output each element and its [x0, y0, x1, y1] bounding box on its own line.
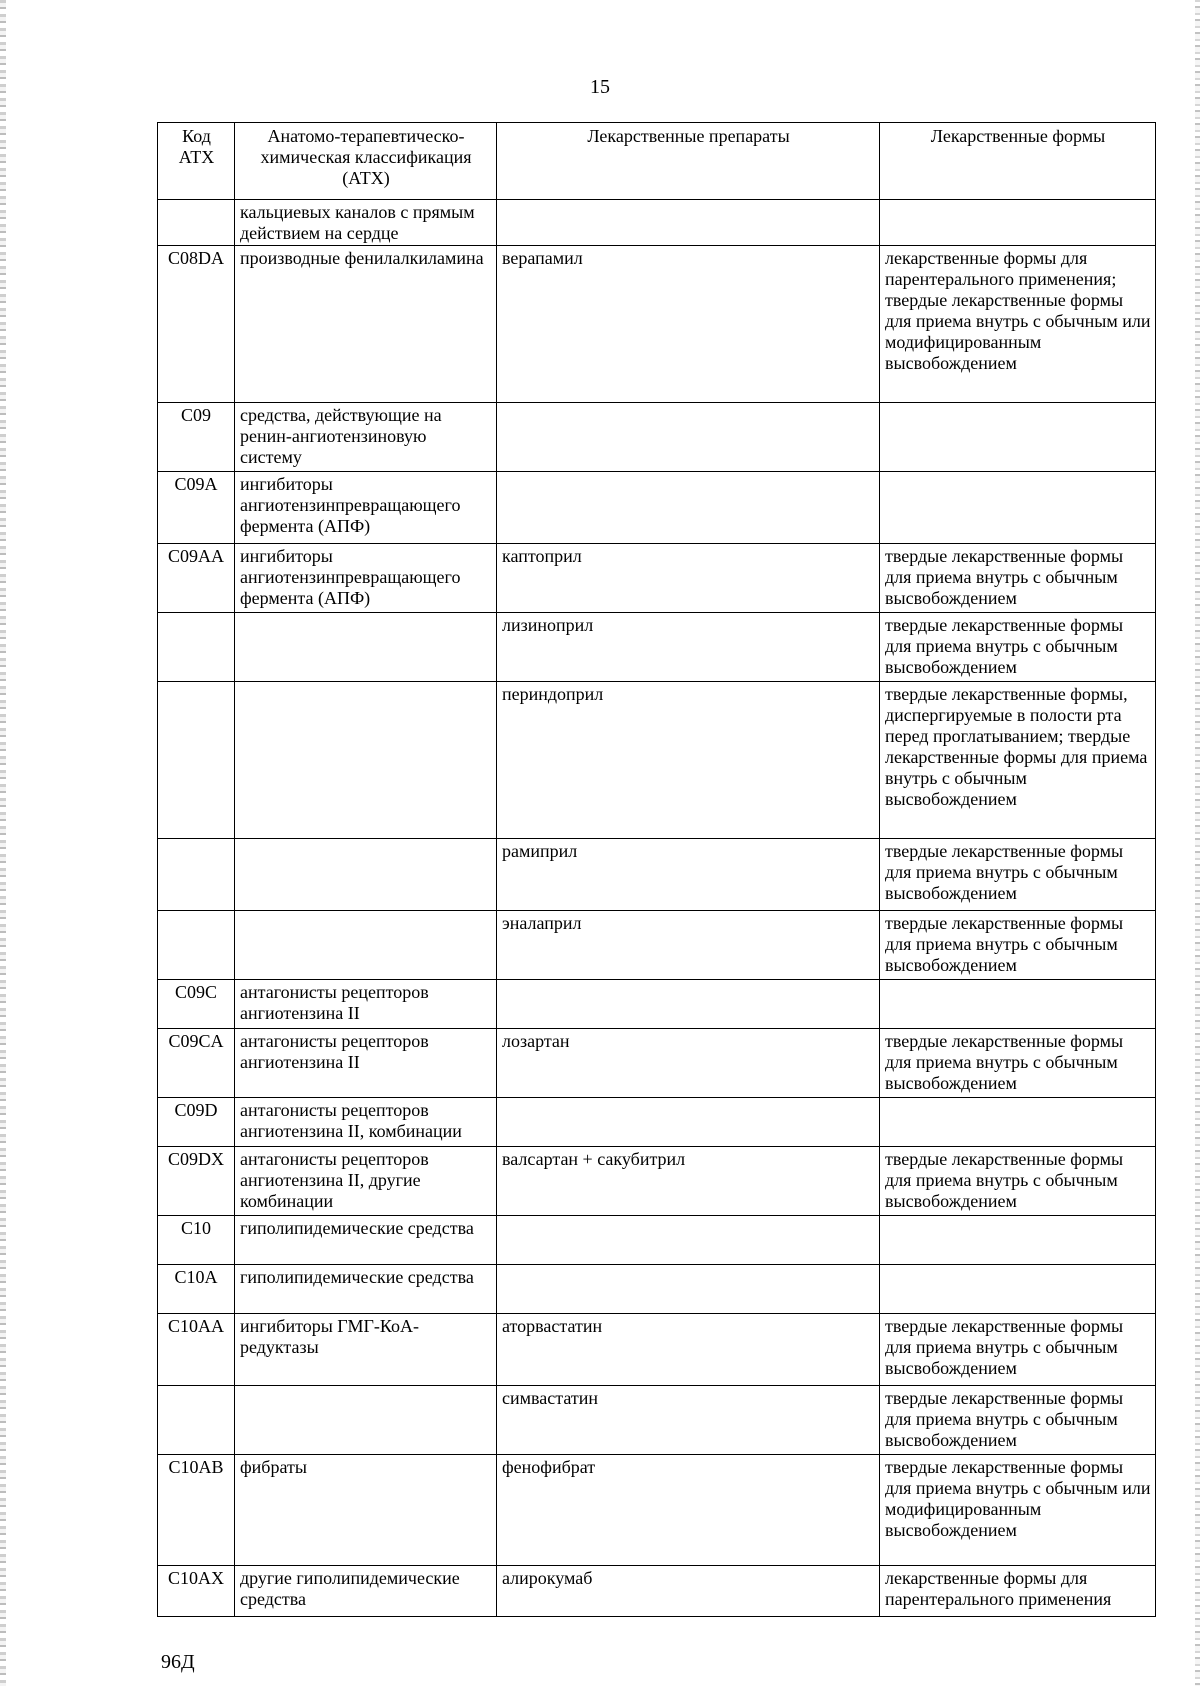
form-cell: твердые лекарственные формы, диспергируемые в полости рта перед проглатыванием; твердые лекарственные формы для приема внутрь с обычным высвобождением [880, 682, 1156, 839]
form-cell: твердые лекарственные формы для приема внутрь с обычным высвобождением [880, 1029, 1156, 1098]
classification-cell: средства, действующие на ренин-ангиотензиновую систему [235, 403, 497, 472]
atc-code-cell [158, 200, 235, 246]
scan-edge-left [0, 0, 6, 1686]
atc-code-cell: C10AB [158, 1455, 235, 1566]
drug-cell: аторвастатин [497, 1314, 880, 1386]
form-cell: твердые лекарственные формы для приема внутрь с обычным высвобождением [880, 911, 1156, 980]
classification-cell: ингибиторы ГМГ-КоА-редуктазы [235, 1314, 497, 1386]
table-row [158, 1265, 1156, 1314]
table-row [158, 1566, 1156, 1617]
form-cell: твердые лекарственные формы для приема внутрь с обычным высвобождением [880, 839, 1156, 911]
table-row [158, 1314, 1156, 1386]
atc-code-cell [158, 682, 235, 839]
classification-cell: ингибиторы ангиотензинпревращающего фермента (АПФ) [235, 472, 497, 544]
drug-cell [497, 403, 880, 472]
form-cell [880, 1265, 1156, 1314]
drug-cell [497, 1265, 880, 1314]
classification-cell [235, 613, 497, 682]
drug-cell: каптоприл [497, 544, 880, 613]
form-cell [880, 980, 1156, 1029]
drug-cell: верапамил [497, 246, 880, 403]
atc-code-cell: C10AA [158, 1314, 235, 1386]
form-cell: твердые лекарственные формы для приема внутрь с обычным высвобождением [880, 1386, 1156, 1455]
drug-cell [497, 980, 880, 1029]
table-row [158, 911, 1156, 980]
header-classification: Анатомо-терапевтическо-химическая классификация (АТХ) [235, 123, 497, 200]
atc-code-cell [158, 839, 235, 911]
table-row [158, 246, 1156, 403]
table-row [158, 472, 1156, 544]
form-cell [880, 472, 1156, 544]
atc-code-cell: C09D [158, 1098, 235, 1147]
page-number: 15 [590, 76, 610, 98]
form-cell: лекарственные формы для парентерального применения [880, 1566, 1156, 1617]
classification-cell [235, 1386, 497, 1455]
table-row [158, 1029, 1156, 1098]
drug-cell: периндоприл [497, 682, 880, 839]
atc-code-cell: C10A [158, 1265, 235, 1314]
footer-code: 96Д [161, 1651, 195, 1673]
form-cell [880, 403, 1156, 472]
table-row [158, 1216, 1156, 1265]
table-row [158, 403, 1156, 472]
drug-cell: лизиноприл [497, 613, 880, 682]
classification-cell: гиполипидемические средства [235, 1216, 497, 1265]
table-row [158, 839, 1156, 911]
classification-cell [235, 911, 497, 980]
table-row [158, 1386, 1156, 1455]
drug-cell [497, 1098, 880, 1147]
atc-code-cell: C09CA [158, 1029, 235, 1098]
header-drugs: Лекарственные препараты [497, 123, 880, 200]
table-row [158, 200, 1156, 246]
header-code: Код АТХ [158, 123, 235, 200]
atc-code-cell [158, 613, 235, 682]
form-cell [880, 1216, 1156, 1265]
table-row [158, 1455, 1156, 1566]
atc-code-cell: C09 [158, 403, 235, 472]
table-row [158, 1098, 1156, 1147]
classification-cell: производные фенилалкиламина [235, 246, 497, 403]
form-cell: твердые лекарственные формы для приема внутрь с обычным высвобождением [880, 1314, 1156, 1386]
atc-code-cell [158, 911, 235, 980]
form-cell: лекарственные формы для парентерального применения; твердые лекарственные формы для приема внутрь с обычным или модифицированным высвобождением [880, 246, 1156, 403]
header-forms: Лекарственные формы [880, 123, 1156, 200]
drug-cell: алирокумаб [497, 1566, 880, 1617]
table-row [158, 1147, 1156, 1216]
scan-edge-right [1195, 0, 1200, 1686]
classification-cell: гиполипидемические средства [235, 1265, 497, 1314]
form-cell: твердые лекарственные формы для приема внутрь с обычным высвобождением [880, 544, 1156, 613]
form-cell: твердые лекарственные формы для приема внутрь с обычным высвобождением [880, 1147, 1156, 1216]
drug-cell [497, 1216, 880, 1265]
drug-cell [497, 200, 880, 246]
classification-cell: кальциевых каналов с прямым действием на сердце [235, 200, 497, 246]
classification-cell: антагонисты рецепторов ангиотензина II [235, 980, 497, 1029]
atc-code-cell: C09DX [158, 1147, 235, 1216]
table-row [158, 682, 1156, 839]
atc-code-cell: C09AA [158, 544, 235, 613]
table-row [158, 544, 1156, 613]
classification-cell: антагонисты рецепторов ангиотензина II, комбинации [235, 1098, 497, 1147]
form-cell [880, 1098, 1156, 1147]
atc-code-cell: C09C [158, 980, 235, 1029]
atc-code-cell: C09A [158, 472, 235, 544]
table-row [158, 980, 1156, 1029]
classification-cell: антагонисты рецепторов ангиотензина II, другие комбинации [235, 1147, 497, 1216]
classification-cell [235, 839, 497, 911]
table-row [158, 613, 1156, 682]
form-cell: твердые лекарственные формы для приема внутрь с обычным или модифицированным высвобождением [880, 1455, 1156, 1566]
drug-cell [497, 472, 880, 544]
classification-cell: антагонисты рецепторов ангиотензина II [235, 1029, 497, 1098]
classification-cell: ингибиторы ангиотензинпревращающего фермента (АПФ) [235, 544, 497, 613]
classification-cell [235, 682, 497, 839]
drug-cell: фенофибрат [497, 1455, 880, 1566]
drug-cell: симвастатин [497, 1386, 880, 1455]
classification-cell: другие гиполипидемические средства [235, 1566, 497, 1617]
form-cell [880, 200, 1156, 246]
atc-code-cell [158, 1386, 235, 1455]
atc-drug-table [157, 122, 1156, 1617]
form-cell: твердые лекарственные формы для приема внутрь с обычным высвобождением [880, 613, 1156, 682]
atc-code-cell: C08DA [158, 246, 235, 403]
drug-cell: лозартан [497, 1029, 880, 1098]
drug-cell: валсартан + сакубитрил [497, 1147, 880, 1216]
classification-cell: фибраты [235, 1455, 497, 1566]
drug-cell: рамиприл [497, 839, 880, 911]
table-header-row [158, 123, 1156, 200]
atc-code-cell: C10AX [158, 1566, 235, 1617]
drug-cell: эналаприл [497, 911, 880, 980]
atc-code-cell: C10 [158, 1216, 235, 1265]
